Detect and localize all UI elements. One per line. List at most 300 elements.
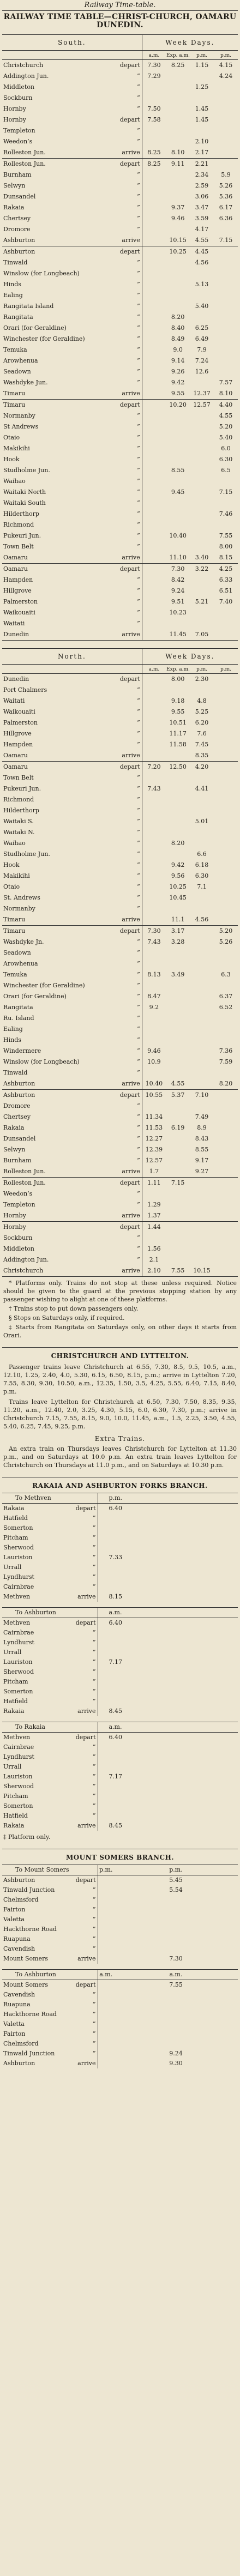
station-cell [2, 1980, 98, 1990]
station-cell [2, 882, 142, 892]
subheader-cell: Exp. a.m. [166, 50, 190, 59]
station-cell [2, 1533, 98, 1543]
time-cell [190, 948, 214, 958]
time-cell [214, 838, 238, 849]
time-cell [142, 377, 166, 388]
station-cell [2, 563, 142, 575]
time-cell: 10.40 [145, 1079, 163, 1087]
time-cell [142, 421, 166, 432]
station-cell [2, 925, 142, 937]
time-cell [166, 1199, 190, 1210]
branch-row [2, 1915, 238, 1925]
station-direction: ” [137, 466, 140, 474]
time-cell [166, 1144, 190, 1155]
time-cell: 7.45 [195, 740, 209, 748]
time-cell [166, 432, 190, 443]
station-name: Hook [3, 455, 20, 463]
branch-row [2, 1895, 238, 1905]
time-cell: 7.15 [219, 236, 233, 244]
branch-row [2, 1503, 238, 1513]
station-name: Cavendish [3, 1990, 35, 1998]
station-name: Tinwald Junction [3, 1886, 55, 1893]
time-cell [214, 366, 238, 377]
station-cell [2, 191, 142, 202]
station-cell [2, 1762, 98, 1772]
time-cell [190, 93, 214, 104]
time-cell: 12.39 [145, 1145, 163, 1153]
station-direction: ” [137, 192, 140, 200]
time-cell [166, 1221, 190, 1233]
time-cell: 10.15 [193, 1266, 211, 1274]
time-cell: 10.40 [169, 532, 187, 539]
time-cell [190, 1013, 214, 1024]
station-direction: ” [137, 686, 140, 693]
time-cell [190, 575, 214, 586]
station-cell [2, 1885, 98, 1895]
station-direction: ” [137, 608, 140, 616]
time-cell: 10.45 [169, 894, 187, 901]
station-name: Oamaru [3, 553, 28, 561]
station-cell [2, 147, 142, 159]
time-cell [142, 794, 166, 805]
time-cell [142, 1035, 166, 1046]
timetable-row [2, 411, 238, 421]
time-cell: 7.58 [147, 116, 161, 123]
station-cell [2, 827, 142, 838]
station-direction: ” [137, 488, 140, 496]
time-cell: 10.15 [169, 236, 187, 244]
station-direction: ” [92, 1896, 96, 1903]
south-station-header: South. [2, 34, 142, 50]
station-name: Urrall [3, 1763, 22, 1770]
time-cell [214, 104, 238, 114]
station-name: Methven [3, 1592, 31, 1600]
time-cell [142, 191, 166, 202]
timetable-row [2, 563, 238, 575]
time-cell [98, 1905, 114, 1915]
time-cell [166, 1244, 190, 1254]
station-direction: ” [92, 1678, 96, 1685]
time-cell: 7.9 [197, 346, 207, 353]
station-direction: ” [92, 1753, 96, 1760]
time-cell [142, 563, 166, 575]
station-cell [2, 1648, 98, 1657]
timetable-row [2, 673, 238, 685]
time-cell: 5.21 [195, 598, 209, 605]
station-cell [2, 914, 142, 926]
station-direction: depart [119, 565, 140, 572]
time-cell [166, 93, 190, 104]
station-name: Timaru [3, 927, 26, 934]
time-cell: 9.2 [149, 1003, 159, 1011]
south-days-header: Week Days. [142, 34, 238, 50]
time-cell [214, 1133, 238, 1144]
station-cell [2, 257, 142, 268]
time-cell [166, 827, 190, 838]
time-cell [98, 1925, 114, 1934]
station-direction: ” [137, 83, 140, 91]
station-cell [2, 366, 142, 377]
station-cell [2, 1265, 142, 1277]
station-direction: ” [137, 1190, 140, 1197]
time-cell: 4.15 [219, 61, 233, 69]
station-direction: ” [137, 992, 140, 1000]
station-name: Dunsandel [3, 1135, 36, 1142]
time-cell [98, 1687, 238, 1697]
time-cell [142, 1067, 166, 1078]
time-cell: 5.40 [195, 302, 209, 310]
time-cell [142, 235, 166, 246]
time-cell [166, 618, 190, 629]
station-name: Addington Jun. [3, 72, 49, 80]
station-direction: arrive [122, 1266, 140, 1274]
time-cell [190, 903, 214, 914]
subheader-cell: p.m. [190, 664, 214, 673]
time-cell [98, 1677, 238, 1687]
branch-header-row [2, 1607, 238, 1618]
time-cell [214, 892, 238, 903]
time-cell [142, 948, 166, 958]
station-cell [2, 1811, 98, 1821]
subheader-row [2, 664, 238, 673]
timetable-row [2, 345, 238, 355]
time-cell [190, 892, 214, 903]
time-cell [142, 1101, 166, 1112]
time-cell: 9.42 [171, 861, 185, 868]
station-direction: ” [137, 981, 140, 989]
station-direction: ” [92, 2000, 96, 2008]
time-cell: 4.17 [195, 225, 209, 233]
station-name: Washdyke Jn. [3, 938, 44, 945]
branch-row [2, 1811, 238, 1821]
branch-row [2, 1592, 238, 1602]
time-cell [142, 739, 166, 750]
time-cell [142, 717, 166, 728]
time-cell [142, 257, 166, 268]
time-cell [142, 596, 166, 607]
station-name: Oamaru [3, 763, 28, 770]
time-cell: 5.26 [219, 182, 233, 189]
rakaia-ashburton-table [2, 1607, 238, 1716]
station-name: Hampden [3, 576, 33, 583]
time-cell [98, 1742, 238, 1752]
lyttelton-paragraph: Trains leave Lyttelton for Christchurch at 6.50, 7.30, 7.50, 8.35, 9.35, 11.20, a.m., 12.40, 2.0, 3.25, 4.30, 5.15, 6.0, 6.30, 7.30, p.m.; arrive in Christchurch 7.15, 7.55, 8.15, 9.0, 10.0, 11.45, a.m., 1.5, 2.25, 3.50, 4.55, 5.40, 6.25, 7.45, 9.25, p.m. [3, 1398, 237, 1430]
time-cell: 9.55 [171, 708, 185, 715]
station-direction: ” [137, 335, 140, 342]
time-cell [114, 1895, 238, 1905]
time-cell: 9.46 [171, 214, 185, 222]
station-name: Normanby [3, 904, 35, 912]
time-cell: 7.40 [219, 598, 233, 605]
time-cell [214, 1199, 238, 1210]
station-cell [2, 717, 142, 728]
time-cell: 3.49 [171, 970, 185, 978]
time-cell [214, 290, 238, 301]
time-cell [214, 607, 238, 618]
timetable-row [2, 969, 238, 980]
timetable-row [2, 1089, 238, 1101]
branch-subhead: a.m. [98, 1969, 114, 1980]
time-cell [142, 707, 166, 717]
station-direction: ” [92, 1802, 96, 1809]
time-cell [98, 1944, 114, 1954]
time-cell: 10.51 [169, 719, 187, 726]
station-name: Ashburton [3, 236, 35, 244]
time-cell [214, 1177, 238, 1189]
time-cell: 9.55 [171, 389, 185, 397]
station-cell [2, 629, 142, 641]
station-name: Hampden [3, 740, 33, 748]
time-cell: 5.36 [219, 192, 233, 200]
subheader-cell: Exp. a.m. [166, 664, 190, 673]
time-cell [214, 958, 238, 969]
station-cell [2, 1189, 142, 1199]
time-cell [190, 1024, 214, 1035]
time-cell [190, 1046, 214, 1057]
station-direction: depart [75, 1876, 96, 1884]
time-cell [190, 1035, 214, 1046]
time-cell [142, 892, 166, 903]
station-name: Pitcham [3, 1792, 28, 1800]
branch-subhead: p.m. [98, 1865, 114, 1875]
station-cell [2, 1144, 142, 1155]
timetable-row [2, 82, 238, 93]
branch-row [2, 1618, 238, 1628]
time-cell [114, 2029, 238, 2039]
station-direction: ” [137, 1058, 140, 1065]
station-cell [2, 1742, 98, 1752]
time-cell [98, 1563, 238, 1572]
time-cell [214, 147, 238, 159]
time-cell [190, 937, 214, 948]
time-cell: 9.24 [171, 587, 185, 594]
timetable-row [2, 1133, 238, 1144]
branch-row [2, 1648, 238, 1657]
station-name: Oamaru [3, 565, 28, 572]
station-direction: ” [137, 1245, 140, 1252]
timetable-row [2, 530, 238, 541]
branch-row [2, 2010, 238, 2019]
time-cell [142, 476, 166, 487]
branch-header-row [2, 1493, 238, 1503]
station-cell [2, 750, 142, 762]
station-name: Palmerston [3, 719, 38, 726]
time-cell [114, 2019, 238, 2029]
time-cell [142, 1233, 166, 1244]
time-cell: 4.25 [214, 563, 238, 575]
time-cell: 1.11 [142, 1177, 166, 1189]
time-cell [142, 541, 166, 552]
station-name: Timaru [3, 915, 26, 923]
station-direction: ” [137, 1156, 140, 1164]
time-cell [166, 903, 190, 914]
time-cell [214, 1013, 238, 1024]
time-cell [114, 2010, 238, 2019]
time-cell [190, 827, 214, 838]
time-cell [190, 607, 214, 618]
station-cell [2, 838, 142, 849]
station-name: Hillgrove [3, 587, 32, 594]
station-cell [2, 1687, 98, 1697]
rakaia-title: RAKAIA AND ASHBURTON FORKS BRANCH. [2, 1477, 238, 1489]
time-cell: 8.9 [197, 1124, 207, 1131]
timetable-row [2, 750, 238, 762]
time-cell [98, 1980, 114, 1990]
timetable-row [2, 432, 238, 443]
time-cell [190, 465, 214, 476]
time-cell: 8.10 [219, 389, 233, 397]
station-direction: ” [92, 2010, 96, 2018]
time-cell [98, 1667, 238, 1677]
footnotes [3, 1279, 237, 1340]
time-cell [142, 125, 166, 136]
time-cell: 1.37 [147, 1211, 161, 1219]
station-cell [2, 1133, 142, 1144]
station-direction: ” [137, 576, 140, 583]
time-cell [190, 487, 214, 498]
station-name: Normanby [3, 412, 35, 419]
station-name: Somerton [3, 1524, 33, 1531]
time-cell [142, 728, 166, 739]
time-cell: 3.28 [171, 938, 185, 945]
time-cell [166, 301, 190, 312]
station-cell [2, 2010, 98, 2019]
time-cell: 4.41 [195, 785, 209, 792]
station-name: Rangitata [3, 1003, 33, 1011]
time-cell: 5.25 [195, 708, 209, 715]
station-name: Lauriston [3, 1553, 33, 1561]
timetable-row [2, 1177, 238, 1189]
station-name: Selwyn [3, 182, 26, 189]
time-cell [190, 498, 214, 509]
time-cell [190, 685, 214, 696]
station-cell [2, 1706, 98, 1716]
branch-header-row [2, 1722, 238, 1732]
time-cell [190, 1221, 214, 1233]
timetable-row [2, 980, 238, 991]
station-direction: depart [119, 160, 140, 167]
north-days-header: Week Days. [142, 648, 238, 664]
time-cell: 12.50 [166, 761, 190, 773]
station-direction: ” [137, 258, 140, 266]
time-cell [214, 685, 238, 696]
station-cell [2, 816, 142, 827]
station-cell [2, 618, 142, 629]
branch-subhead: a.m. [114, 1969, 238, 1980]
time-cell: 3.40 [195, 553, 209, 561]
time-cell [114, 1925, 238, 1934]
time-cell [142, 629, 166, 641]
timetable-row [2, 586, 238, 596]
station-direction: ” [137, 313, 140, 321]
time-cell: 4.55 [171, 1079, 185, 1087]
station-name: Hatfield [3, 1514, 28, 1522]
time-cell [190, 1101, 214, 1112]
time-cell: 9.17 [195, 1156, 209, 1164]
time-cell [166, 1233, 190, 1244]
station-name: Lauriston [3, 1658, 33, 1666]
time-cell [190, 411, 214, 421]
time-cell: 6.3 [221, 970, 231, 978]
time-cell: 5.40 [219, 433, 233, 441]
time-cell [214, 93, 238, 104]
time-cell [114, 2000, 238, 2010]
time-cell [190, 991, 214, 1002]
time-cell: 10.23 [169, 608, 187, 616]
time-cell: 7.57 [219, 378, 233, 386]
time-cell [190, 1078, 214, 1090]
station-cell [2, 312, 142, 323]
station-direction: ” [137, 357, 140, 364]
branch-row [2, 1954, 238, 1964]
station-direction: ” [92, 2049, 96, 2057]
time-cell [142, 388, 166, 400]
station-cell [2, 1875, 98, 1885]
station-cell [2, 728, 142, 739]
time-cell [166, 476, 190, 487]
timetable-row [2, 257, 238, 268]
timetable-row [2, 618, 238, 629]
time-cell: 6.30 [219, 455, 233, 463]
time-cell [190, 443, 214, 454]
time-cell: 7.55 [219, 532, 233, 539]
time-cell [190, 1002, 214, 1013]
time-cell [166, 443, 190, 454]
time-cell [166, 750, 190, 762]
time-cell [142, 224, 166, 235]
footnote: * Platforms only. Trains do not stop at these unless required. Notice should be given to the guard at the previous stopping station by any passenger wishing to alight at one of these platforms. [3, 1279, 237, 1303]
station-cell [2, 421, 142, 432]
time-cell [98, 1572, 238, 1582]
station-direction: ” [92, 1524, 96, 1531]
time-cell [214, 520, 238, 530]
time-cell [142, 136, 166, 147]
time-cell [190, 1189, 214, 1199]
time-cell [142, 685, 166, 696]
timetable-row [2, 476, 238, 487]
station-direction: ” [137, 378, 140, 386]
time-cell [142, 871, 166, 882]
station-name: Oamaru [3, 751, 28, 759]
time-cell: 7.1 [197, 883, 207, 890]
time-cell: 6.0 [221, 444, 231, 452]
time-cell [214, 827, 238, 838]
timetable-row [2, 1199, 238, 1210]
time-cell [166, 1101, 190, 1112]
time-cell [142, 334, 166, 345]
station-name: Waikouaiti [3, 708, 35, 715]
branch-row [2, 1563, 238, 1572]
station-cell [2, 246, 142, 257]
station-cell [2, 520, 142, 530]
station-cell [2, 301, 142, 312]
timetable-row [2, 1067, 238, 1078]
station-cell [2, 93, 142, 104]
time-cell: 1.44 [142, 1221, 166, 1233]
timetable-row [2, 1265, 238, 1277]
station-direction: ” [92, 1772, 96, 1780]
station-cell [2, 991, 142, 1002]
time-cell: 10.25 [166, 246, 190, 257]
time-cell: 6.20 [195, 719, 209, 726]
station-cell [2, 1101, 142, 1112]
timetable-row [2, 454, 238, 465]
extra-trains-block [3, 1445, 237, 1469]
station-name: Winchester (for Geraldine) [3, 981, 85, 989]
time-cell [142, 290, 166, 301]
timetable-row [2, 1123, 238, 1133]
station-name: Ashburton [3, 248, 35, 255]
